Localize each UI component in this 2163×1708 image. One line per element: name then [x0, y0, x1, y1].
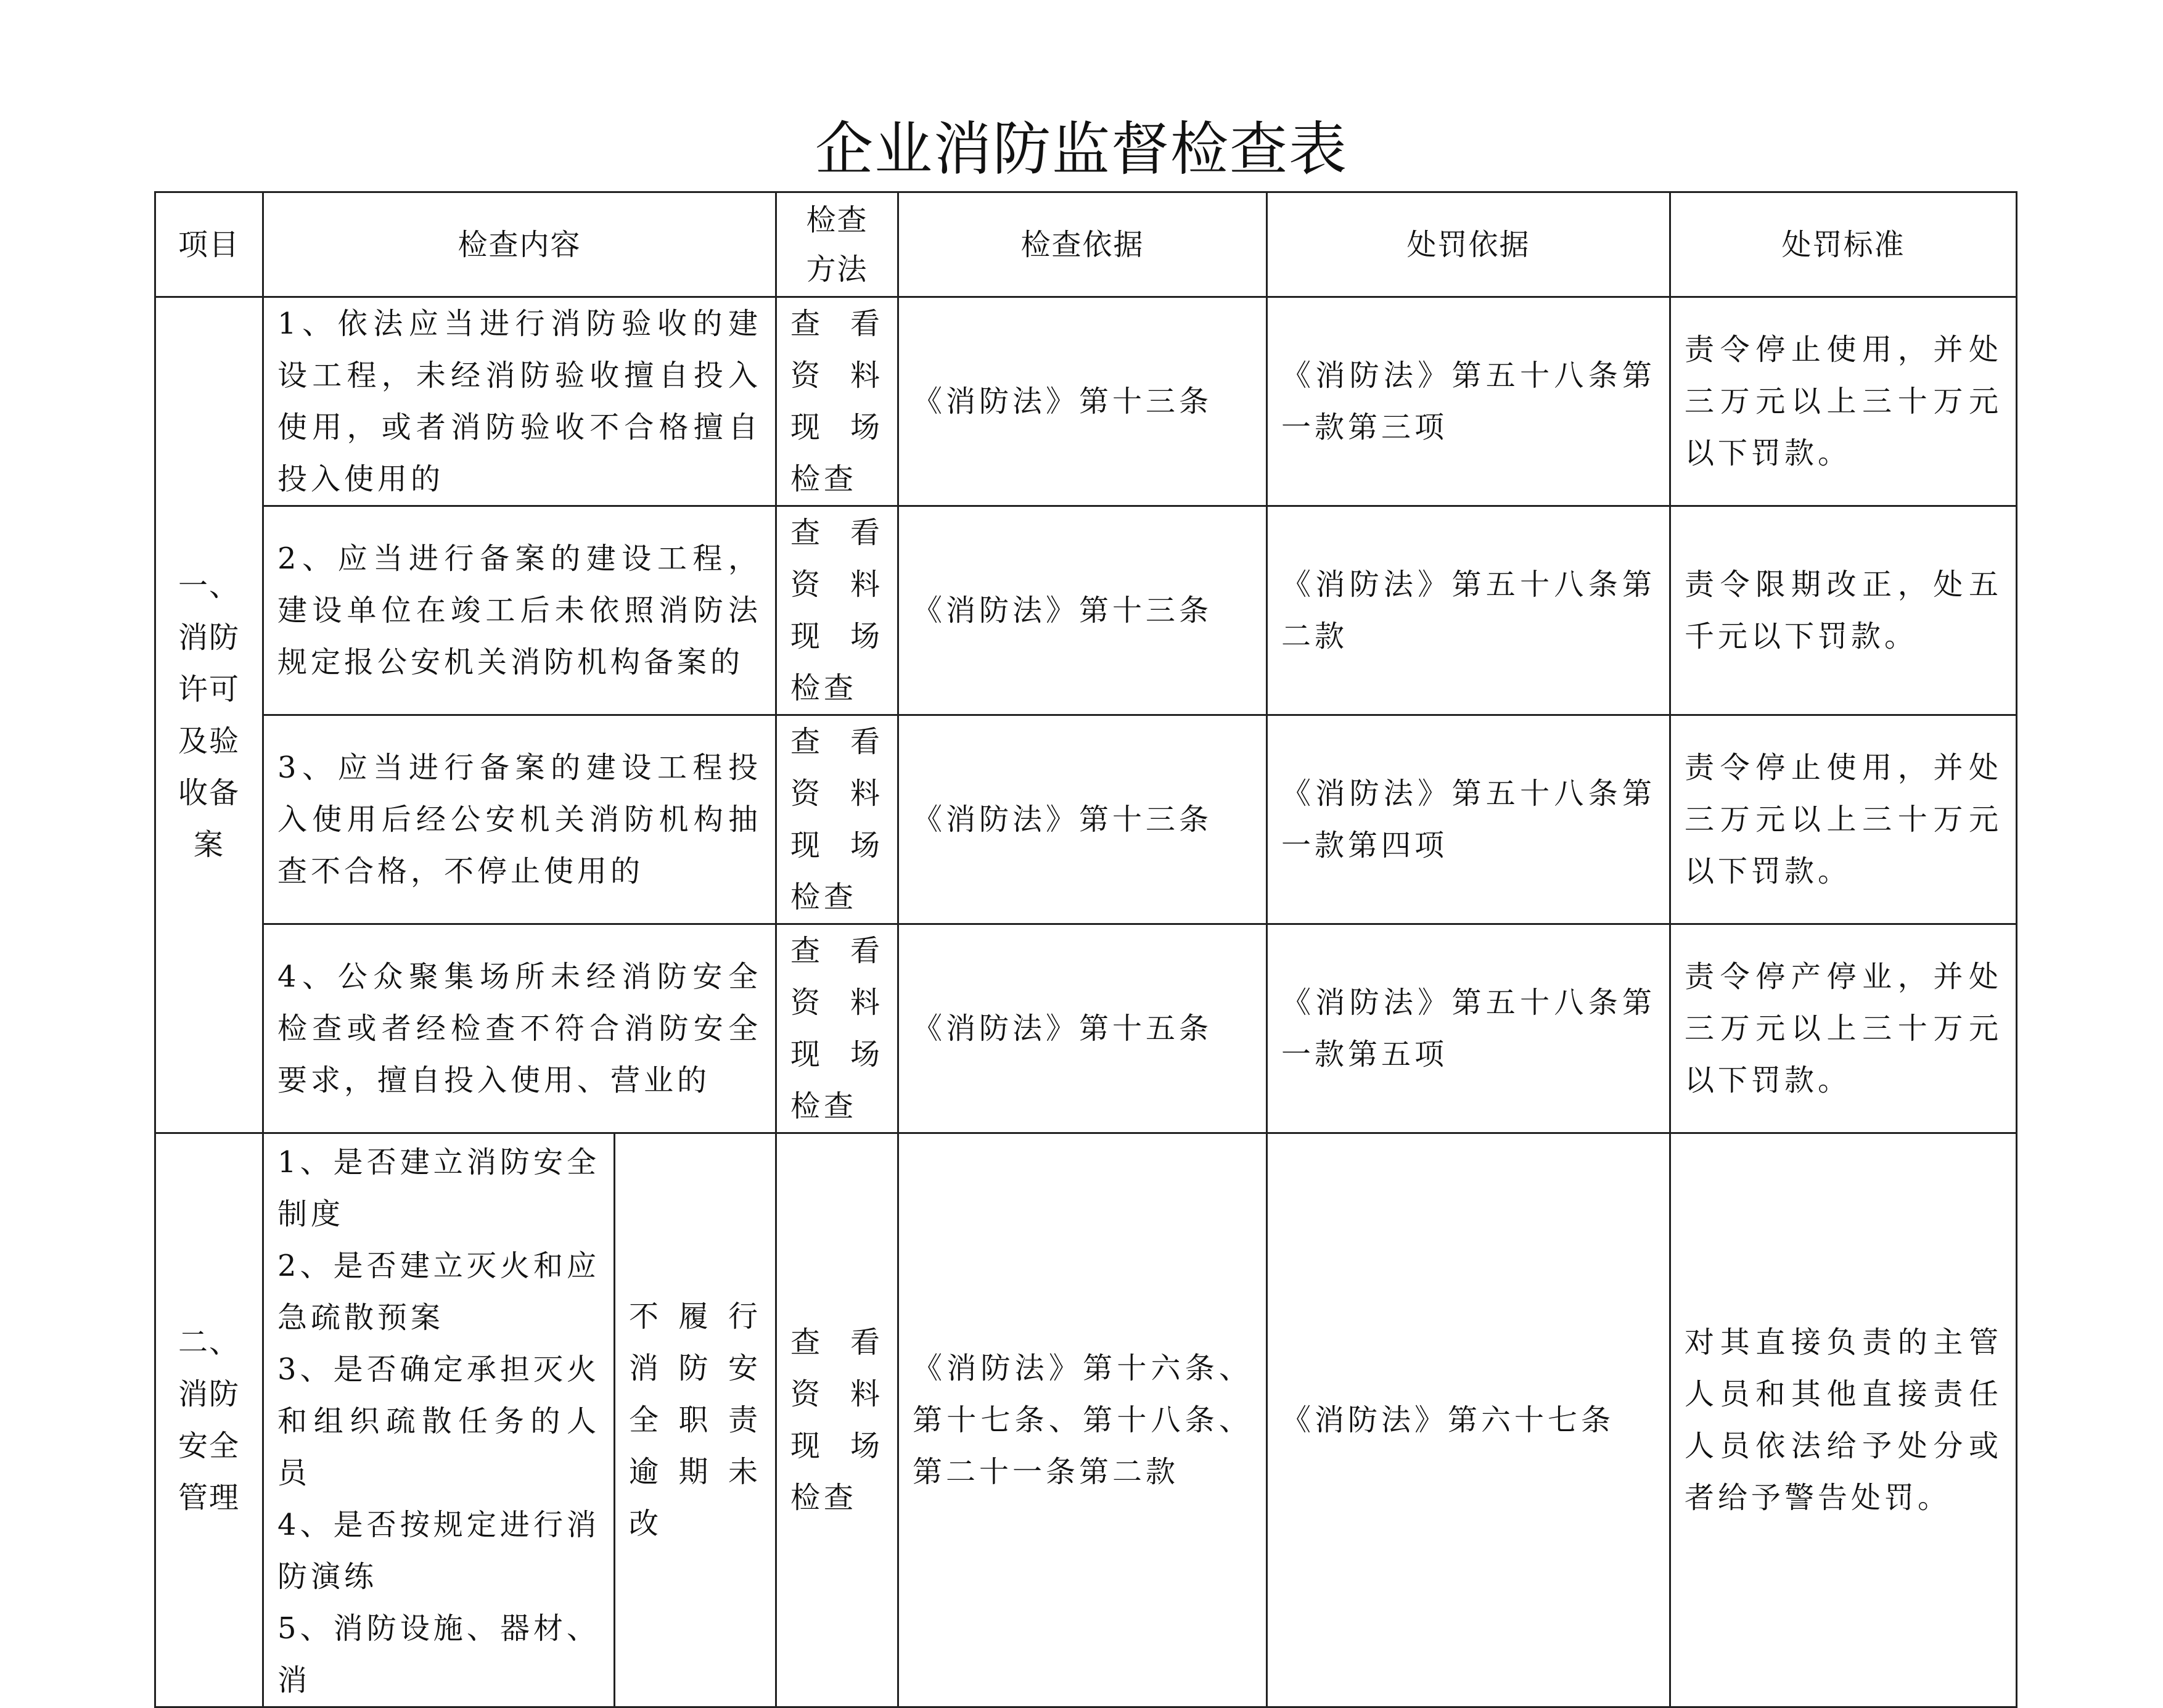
row-content: 3、应当进行备案的建设工程投入使用后经公安机关消防机构抽查不合格，不停止使用的 — [263, 715, 776, 924]
row-penalty-standard: 责令停止使用，并处三万元以上三十万元以下罚款。 — [1670, 297, 2017, 506]
row-basis: 《消防法》第十五条 — [898, 924, 1267, 1133]
header-content: 检查内容 — [263, 192, 776, 297]
row-penalty-basis: 《消防法》第五十八条第二款 — [1267, 506, 1670, 715]
table-row — [155, 506, 2017, 715]
row-content: 2、应当进行备案的建设工程，建设单位在竣工后未依照消防法规定报公安机关消防机构备案的 — [263, 506, 776, 715]
list-item: 1、是否建立消防安全制度 — [277, 1145, 600, 1231]
row-method: 查看资料现场检查 — [776, 715, 898, 924]
row-penalty-standard: 责令限期改正，处五千元以下罚款。 — [1670, 506, 2017, 715]
section2-penalty-standard: 对其直接负责的主管人员和其他直接责任人员依法给予处分或者给予警告处罚。 — [1670, 1133, 2017, 1707]
section2-name: 二、 消防 安全 管理 — [155, 1133, 263, 1707]
row-penalty-basis: 《消防法》第五十八条第一款第四项 — [1267, 715, 1670, 924]
row-method: 查看资料现场检查 — [776, 924, 898, 1133]
table-row — [155, 297, 2017, 506]
inspection-table — [154, 191, 2017, 1708]
list-item: 2、是否建立灭火和应急疏散预案 — [277, 1249, 600, 1335]
section2-basis: 《消防法》第十六条、第十七条、第十八条、第二十一条第二款 — [898, 1133, 1267, 1707]
row-basis: 《消防法》第十三条 — [898, 297, 1267, 506]
row-basis: 《消防法》第十三条 — [898, 506, 1267, 715]
page-title: 企业消防监督检查表 — [815, 116, 1348, 183]
section2-violation: 不履行消防安全职责逾期未改 — [615, 1133, 776, 1707]
section1-name: 一、 消防 许可 及验 收备 案 — [155, 297, 263, 1133]
list-item: 4、是否按规定进行消防演练 — [277, 1508, 600, 1594]
section2-items — [263, 1133, 615, 1707]
header-penalty-basis: 处罚依据 — [1267, 192, 1670, 297]
table-row — [155, 924, 2017, 1133]
row-penalty-standard: 责令停止使用，并处三万元以上三十万元以下罚款。 — [1670, 715, 2017, 924]
row-method: 查看资料现场检查 — [776, 506, 898, 715]
row-content: 1、依法应当进行消防验收的建设工程，未经消防验收擅自投入使用，或者消防验收不合格擅自投入使用的 — [263, 297, 776, 506]
row-penalty-basis: 《消防法》第五十八条第一款第三项 — [1267, 297, 1670, 506]
row-method: 查看资料现场检查 — [776, 297, 898, 506]
table-row — [155, 1133, 2017, 1707]
list-item: 3、是否确定承担灭火和组织疏散任务的人员 — [277, 1352, 600, 1490]
header-penalty-standard: 处罚标准 — [1670, 192, 2017, 297]
list-item: 5、消防设施、器材、消 — [277, 1611, 600, 1698]
row-penalty-basis: 《消防法》第五十八条第一款第五项 — [1267, 924, 1670, 1133]
row-basis: 《消防法》第十三条 — [898, 715, 1267, 924]
row-penalty-standard: 责令停产停业，并处三万元以上三十万元以下罚款。 — [1670, 924, 2017, 1133]
section2-penalty-basis: 《消防法》第六十七条 — [1267, 1133, 1670, 1707]
header-basis: 检查依据 — [898, 192, 1267, 297]
header-method: 检查 方法 — [776, 192, 898, 297]
table-row — [155, 715, 2017, 924]
section2-method: 查看资料现场检查 — [776, 1133, 898, 1707]
table-header-row — [155, 192, 2017, 297]
header-item: 项目 — [155, 192, 263, 297]
row-content: 4、公众聚集场所未经消防安全检查或者经检查不符合消防安全要求，擅自投入使用、营业的 — [263, 924, 776, 1133]
